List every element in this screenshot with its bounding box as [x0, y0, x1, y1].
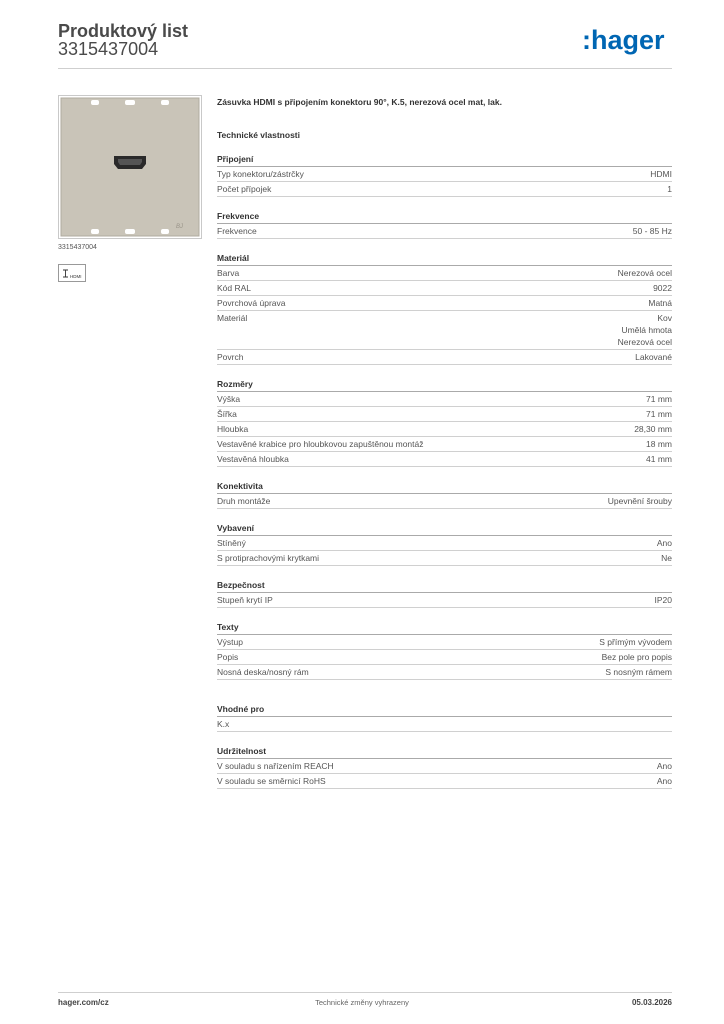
hdmi-socket-illustration: [59, 96, 201, 238]
property-group: [217, 523, 672, 566]
property-row: [217, 635, 672, 650]
property-value-line: S nosným rámem: [605, 667, 672, 677]
property-value: [650, 168, 672, 180]
property-label: Výška: [217, 394, 241, 404]
property-value: [646, 453, 672, 465]
group-title: Materiál: [217, 253, 672, 266]
property-value-line: 18 mm: [646, 439, 672, 449]
group-title: Vybavení: [217, 523, 672, 536]
property-value: [635, 351, 672, 363]
property-label: Hloubka: [217, 424, 249, 434]
property-value: [657, 760, 672, 772]
hager-logo-text: :hager: [582, 26, 665, 55]
group-title: Udržitelnost: [217, 746, 672, 759]
footer-disclaimer: Technické změny vyhrazeny: [315, 998, 409, 1007]
property-row: [217, 452, 672, 467]
property-value-line: 28,30 mm: [634, 424, 672, 434]
property-label: Výstup: [217, 637, 243, 647]
property-value-line: Lakované: [635, 352, 672, 362]
property-value: [648, 297, 672, 309]
property-group: [217, 379, 672, 467]
property-row: [217, 392, 672, 407]
technical-properties-heading: Technické vlastnosti: [217, 130, 300, 140]
group-title: Připojení: [217, 154, 672, 167]
image-caption: 3315437004: [58, 244, 97, 251]
property-row: [217, 650, 672, 665]
property-value: [657, 775, 672, 787]
property-group: [217, 154, 672, 197]
header-divider: [58, 68, 672, 69]
property-row: [217, 494, 672, 509]
property-value-line: 71 mm: [646, 409, 672, 419]
property-row: [217, 551, 672, 566]
property-value: [618, 312, 672, 348]
property-label: Druh montáže: [217, 496, 271, 506]
property-label: K.x: [217, 719, 230, 729]
property-group: [217, 746, 672, 789]
property-value-line: Nerezová ocel: [617, 268, 672, 278]
property-value: [653, 282, 672, 294]
property-value-line: 9022: [653, 283, 672, 293]
property-label: Stupeň krytí IP: [217, 595, 273, 605]
property-label: Stíněný: [217, 538, 246, 548]
property-value: [661, 552, 672, 564]
property-value-line: Ano: [656, 761, 672, 771]
property-value: [655, 594, 673, 606]
property-value-line: S přímým vývodem: [599, 637, 672, 647]
product-image: [58, 95, 202, 239]
property-row: [217, 350, 672, 365]
property-value: [599, 636, 672, 648]
property-value-line: IP20: [654, 595, 672, 605]
property-row: [217, 182, 672, 197]
property-value-line: 71 mm: [646, 394, 672, 404]
property-value: [634, 423, 672, 435]
hager-logo: [582, 26, 672, 56]
property-group: [217, 622, 672, 680]
product-number: 3315437004: [58, 39, 159, 59]
property-label: Kód RAL: [217, 283, 252, 293]
property-row: [217, 437, 672, 452]
property-label: Vestavěná hloubka: [217, 454, 289, 464]
property-group: [217, 481, 672, 509]
property-row: [217, 717, 672, 732]
property-row: [217, 281, 672, 296]
property-group: [217, 704, 672, 732]
property-row: [217, 593, 672, 608]
property-label: Barva: [217, 268, 240, 278]
property-value: [605, 666, 672, 678]
property-row: [217, 311, 672, 350]
property-label: Vestavěné krabice pro hloubkovou zapuštěnou montáž: [217, 439, 424, 449]
property-label: Nosná deska/nosný rám: [217, 667, 309, 677]
property-row: [217, 536, 672, 551]
property-value-line: Ano: [656, 538, 672, 548]
property-label: V souladu s nařízením REACH: [217, 761, 334, 771]
property-value-line: Upevnění šrouby: [607, 496, 672, 506]
property-label: Počet přípojek: [217, 184, 272, 194]
property-value-line: Ne: [661, 553, 672, 563]
svg-text:BJ: BJ: [176, 224, 184, 230]
property-value: [657, 537, 672, 549]
property-label: Povrch: [217, 352, 244, 362]
property-label: Šířka: [217, 409, 237, 419]
property-value-line: 1: [667, 184, 672, 194]
hdmi-symbol-icon: [58, 264, 86, 282]
property-row: [217, 407, 672, 422]
property-value: [646, 408, 672, 420]
property-row: [217, 224, 672, 239]
property-value: [646, 393, 672, 405]
property-label: Typ konektoru/zástrčky: [217, 169, 304, 179]
property-groups: [217, 154, 672, 789]
footer-date: 05.03.2026: [631, 998, 672, 1007]
technical-properties: [217, 96, 672, 789]
property-label: Materiál: [217, 313, 248, 323]
property-label: Povrchová úprava: [217, 298, 286, 308]
property-value-line: 50 - 85 Hz: [632, 226, 672, 236]
svg-text:HDMI: HDMI: [70, 274, 82, 279]
group-title: Vhodné pro: [217, 704, 672, 717]
property-row: [217, 422, 672, 437]
footer-website: hager.com/cz: [58, 998, 109, 1007]
hdmi-port-icon: [114, 156, 146, 169]
property-value: [618, 267, 672, 279]
property-value: [633, 225, 672, 237]
group-title: Rozměry: [217, 379, 672, 392]
property-row: [217, 759, 672, 774]
property-value-line: Kov: [657, 313, 672, 323]
property-value: [602, 651, 672, 663]
group-title: Bezpečnost: [217, 580, 672, 593]
property-row: [217, 665, 672, 680]
property-row: [217, 774, 672, 789]
property-value: [608, 495, 672, 507]
property-group: [217, 580, 672, 608]
property-value: [667, 183, 672, 195]
group-title: Frekvence: [217, 211, 672, 224]
property-value-line: Matná: [648, 298, 672, 308]
property-value-line: Bez pole pro popis: [601, 652, 672, 662]
property-row: [217, 167, 672, 182]
property-row: [217, 266, 672, 281]
footer-divider: [58, 992, 672, 993]
property-label: V souladu se směrnicí RoHS: [217, 776, 326, 786]
property-value-line: Ano: [656, 776, 672, 786]
page-title: Produktový list: [58, 21, 189, 41]
property-group: [217, 253, 672, 365]
property-value: [646, 438, 672, 450]
property-row: [217, 296, 672, 311]
group-title: Texty: [217, 622, 672, 635]
property-value-line: Umělá hmota: [621, 325, 672, 335]
property-value-line: HDMI: [650, 169, 672, 179]
product-description: Zásuvka HDMI s připojením konektoru 90°, K.5, nerezová ocel mat, lak.: [217, 97, 502, 107]
property-value-line: Nerezová ocel: [617, 337, 672, 347]
property-label: Popis: [217, 652, 239, 662]
property-value-line: 41 mm: [646, 454, 672, 464]
property-group: [217, 211, 672, 239]
group-title: Konektivita: [217, 481, 672, 494]
property-label: S protiprachovými krytkami: [217, 553, 320, 563]
property-label: Frekvence: [217, 226, 257, 236]
